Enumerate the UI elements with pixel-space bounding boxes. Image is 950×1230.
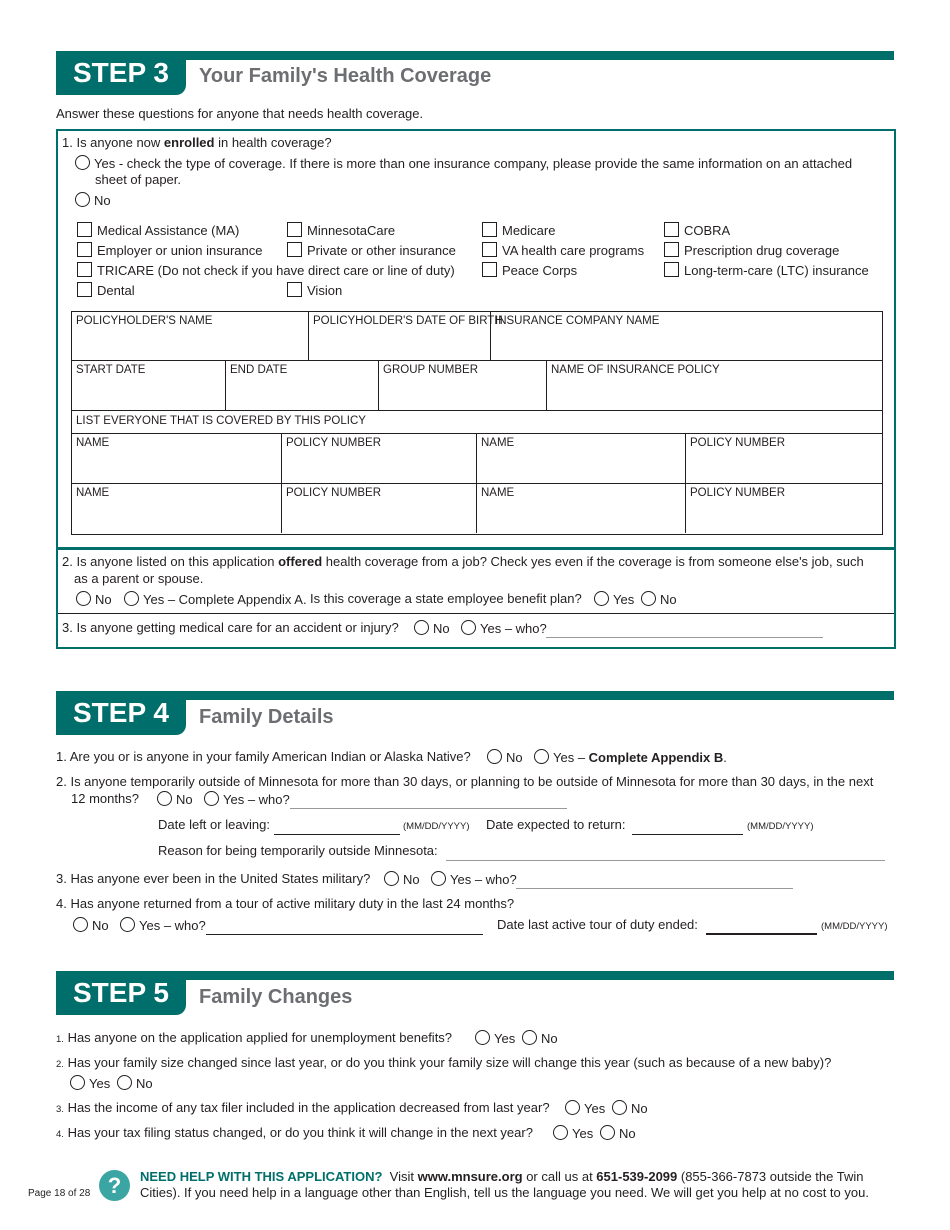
step4-q1: 1. Are you or is anyone in your family American Indian or Alaska Native? — [56, 749, 471, 764]
duty-date-format: (MM/DD/YYYY) — [821, 921, 888, 932]
s5q4-no-radio[interactable] — [600, 1125, 615, 1140]
checkbox[interactable] — [482, 262, 497, 277]
checkbox[interactable] — [77, 262, 92, 277]
step3-q1: 1. Is anyone now enrolled in health coverage? — [62, 135, 332, 150]
s5q1-no-radio[interactable] — [522, 1030, 537, 1045]
q1-yes-radio[interactable] — [75, 155, 90, 170]
check-peace-corps[interactable]: Peace Corps — [482, 262, 577, 278]
cell-ph-dob: POLICYHOLDER'S DATE OF BIRTH — [313, 315, 503, 327]
s4q2-who-field[interactable] — [290, 808, 567, 809]
s4q2-no-option[interactable]: No — [157, 791, 193, 807]
step4-q2-line2: 12 months? — [71, 791, 139, 806]
q2-state-question: Is this coverage a state employee benefit plan? — [310, 591, 582, 606]
step4-q3: 3. Has anyone ever been in the United States military? — [56, 871, 371, 886]
checkbox[interactable] — [664, 222, 679, 237]
step3-intro: Answer these questions for anyone that needs health coverage. — [56, 106, 424, 121]
s4q3-yes-radio[interactable] — [431, 871, 446, 886]
cell-ph-name: POLICYHOLDER'S NAME — [76, 315, 213, 327]
date-return-label: Date expected to return: — [486, 817, 626, 832]
s4q2-yes-radio[interactable] — [204, 791, 219, 806]
check-ltc[interactable]: Long-term-care (LTC) insurance — [664, 262, 869, 278]
cell-name: NAME — [76, 437, 110, 449]
step5-q2: 2. Has your family size changed since last year, or do you think your family size will change this year (such as because of a new baby)? — [56, 1055, 832, 1070]
s4q1-yes-option[interactable]: Yes – Complete Appendix B. — [534, 749, 727, 765]
s4q3-no-radio[interactable] — [384, 871, 399, 886]
date-return-format: (MM/DD/YYYY) — [747, 821, 814, 832]
check-rx[interactable]: Prescription drug coverage — [664, 242, 839, 258]
s4q4-yes-option[interactable]: Yes – who? — [120, 917, 206, 933]
date-left-format: (MM/DD/YYYY) — [403, 821, 470, 832]
q2-state-no-radio[interactable] — [641, 591, 656, 606]
s4q1-yes-radio[interactable] — [534, 749, 549, 764]
step3-badge: STEP 3 — [56, 51, 186, 95]
cell-policy-number: POLICY NUMBER — [286, 487, 382, 499]
q2-yes-option[interactable]: Yes – Complete Appendix A. — [124, 591, 307, 607]
s5q1-yes-option[interactable]: Yes — [475, 1030, 515, 1046]
s5q3-no-radio[interactable] — [612, 1100, 627, 1115]
checkbox[interactable] — [664, 242, 679, 257]
checkbox[interactable] — [482, 242, 497, 257]
cell-name: NAME — [481, 487, 515, 499]
table-rule — [308, 311, 309, 360]
date-return-field[interactable] — [632, 834, 743, 835]
s5q3-no-option[interactable]: No — [612, 1100, 648, 1116]
q1-yes-option[interactable]: Yes - check the type of coverage. If there is more than one insurance company, please provide the same information on an attached — [75, 155, 852, 171]
s4q3-who-field[interactable] — [516, 888, 793, 889]
s5q2-yes-radio[interactable] — [70, 1075, 85, 1090]
s5q2-no-radio[interactable] — [117, 1075, 132, 1090]
step3-q2-line2: as a parent or spouse. — [74, 571, 204, 586]
duty-date-label: Date last active tour of duty ended: — [497, 917, 698, 932]
step4-badge: STEP 4 — [56, 691, 186, 735]
table-rule — [71, 360, 882, 361]
s5q4-no-option[interactable]: No — [600, 1125, 636, 1141]
s5q3-yes-radio[interactable] — [565, 1100, 580, 1115]
check-dental[interactable]: Dental — [77, 282, 135, 298]
s4q1-no-radio[interactable] — [487, 749, 502, 764]
step4-title: Family Details — [199, 706, 334, 728]
s4q3-no-option[interactable]: No — [384, 871, 420, 887]
help-question-icon: ? — [99, 1170, 130, 1201]
q2-state-yes-option[interactable]: Yes — [594, 591, 634, 607]
q1-no-option[interactable]: No — [75, 192, 111, 208]
check-medicare[interactable]: Medicare — [482, 222, 555, 238]
q1-yes-line2: sheet of paper. — [95, 172, 182, 187]
table-rule — [281, 433, 282, 533]
step5-title: Family Changes — [199, 986, 353, 1008]
checkbox[interactable] — [287, 282, 302, 297]
s4q1-no-option[interactable]: No — [487, 749, 523, 765]
cell-name: NAME — [76, 487, 110, 499]
checkbox[interactable] — [664, 262, 679, 277]
checkbox[interactable] — [287, 242, 302, 257]
s4q4-yes-radio[interactable] — [120, 917, 135, 932]
s5q4-yes-radio[interactable] — [553, 1125, 568, 1140]
checkbox[interactable] — [77, 222, 92, 237]
q2-state-yes-radio[interactable] — [594, 591, 609, 606]
s4q3-yes-option[interactable]: Yes – who? — [431, 871, 517, 887]
duty-date-field[interactable] — [706, 933, 817, 935]
q3-yes-radio[interactable] — [461, 620, 476, 635]
step3-divider-2 — [58, 613, 894, 614]
s5q1-yes-radio[interactable] — [475, 1030, 490, 1045]
date-left-field[interactable] — [274, 834, 400, 835]
step5-q3: 3. Has the income of any tax filer included in the application decreased from last year? — [56, 1100, 550, 1115]
page-number: Page 18 of 28 — [28, 1188, 91, 1199]
s4q4-who-field[interactable] — [206, 934, 483, 935]
checkbox[interactable] — [482, 222, 497, 237]
check-mncare[interactable]: MinnesotaCare — [287, 222, 395, 238]
cell-end-date: END DATE — [230, 364, 288, 376]
cell-policy-name: NAME OF INSURANCE POLICY — [551, 364, 720, 376]
q1-no-radio[interactable] — [75, 192, 90, 207]
step5-badge: STEP 5 — [56, 971, 186, 1015]
s4q4-no-option[interactable]: No — [73, 917, 109, 933]
check-ma[interactable]: Medical Assistance (MA) — [77, 222, 239, 238]
mnsure-link[interactable]: www.mnsure.org — [417, 1169, 523, 1184]
table-rule — [546, 360, 547, 410]
s5q1-no-option[interactable]: No — [522, 1030, 558, 1046]
q2-no-radio[interactable] — [76, 591, 91, 606]
s5q4-yes-option[interactable]: Yes — [553, 1125, 593, 1141]
q2-no-option[interactable]: No — [76, 591, 112, 607]
cell-policy-number: POLICY NUMBER — [690, 487, 786, 499]
s4q2-no-radio[interactable] — [157, 791, 172, 806]
check-va[interactable]: VA health care programs — [482, 242, 644, 258]
q3-who-field[interactable] — [546, 637, 823, 638]
reason-field[interactable] — [446, 860, 885, 861]
step4-q2: 2. Is anyone temporarily outside of Minnesota for more than 30 days, or planning to be outside of Minnesota for more than 30 days, in the next — [56, 774, 874, 789]
q2-yes-radio[interactable] — [124, 591, 139, 606]
table-rule — [71, 410, 882, 411]
check-private[interactable]: Private or other insurance — [287, 242, 456, 258]
help-phone[interactable]: 651-539-2099 — [596, 1169, 678, 1184]
q3-yes-option[interactable]: Yes – who? — [461, 620, 547, 636]
s4q4-no-radio[interactable] — [73, 917, 88, 932]
checkbox[interactable] — [287, 222, 302, 237]
cell-ins-co: INSURANCE COMPANY NAME — [495, 315, 660, 327]
q3-no-option[interactable]: No — [414, 620, 450, 636]
q2-state-no-option[interactable]: No — [641, 591, 677, 607]
q3-no-radio[interactable] — [414, 620, 429, 635]
cell-list-everyone: LIST EVERYONE THAT IS COVERED BY THIS POLICY — [76, 415, 366, 427]
check-employer[interactable]: Employer or union insurance — [77, 242, 262, 258]
step3-title: Your Family's Health Coverage — [199, 65, 492, 87]
checkbox[interactable] — [77, 242, 92, 257]
s5q2-no-option[interactable]: No — [117, 1075, 153, 1091]
step3-q3: 3. Is anyone getting medical care for an accident or injury? — [62, 620, 399, 635]
cell-start-date: START DATE — [76, 364, 146, 376]
cell-group-number: GROUP NUMBER — [383, 364, 478, 376]
table-rule — [378, 360, 379, 410]
step5-q4: 4. Has your tax filing status changed, or do you think it will change in the next year? — [56, 1125, 533, 1140]
cell-policy-number: POLICY NUMBER — [286, 437, 382, 449]
table-rule — [685, 433, 686, 533]
help-text: NEED HELP WITH THIS APPLICATION? Visit www.mnsure.org or call us at 651-539-2099 (855-366-7873 outside the Twin Cities). If you need help in a language other than English, tell us the language you need. We will get you help at no cost to you. — [140, 1169, 869, 1200]
table-rule — [225, 360, 226, 410]
table-rule — [476, 433, 477, 533]
check-cobra[interactable]: COBRA — [664, 222, 730, 238]
date-left-label: Date left or leaving: — [158, 817, 271, 832]
step4-q4: 4. Has anyone returned from a tour of active military duty in the last 24 months? — [56, 896, 515, 911]
reason-label: Reason for being temporarily outside Minnesota: — [158, 843, 438, 858]
cell-name: NAME — [481, 437, 515, 449]
step3-q2: 2. Is anyone listed on this application offered health coverage from a job? Check yes even if the coverage is from someone else's job, such — [62, 554, 864, 569]
cell-policy-number: POLICY NUMBER — [690, 437, 786, 449]
s5q2-yes-option[interactable]: Yes — [70, 1075, 110, 1091]
checkbox[interactable] — [77, 282, 92, 297]
check-tricare[interactable]: TRICARE (Do not check if you have direct care or line of duty) — [77, 262, 455, 278]
step3-divider — [58, 547, 894, 550]
s5q3-yes-option[interactable]: Yes — [565, 1100, 605, 1116]
check-vision[interactable]: Vision — [287, 282, 342, 298]
step5-q1: 1. Has anyone on the application applied for unemployment benefits? — [56, 1030, 453, 1045]
s4q2-yes-option[interactable]: Yes – who? — [204, 791, 290, 807]
